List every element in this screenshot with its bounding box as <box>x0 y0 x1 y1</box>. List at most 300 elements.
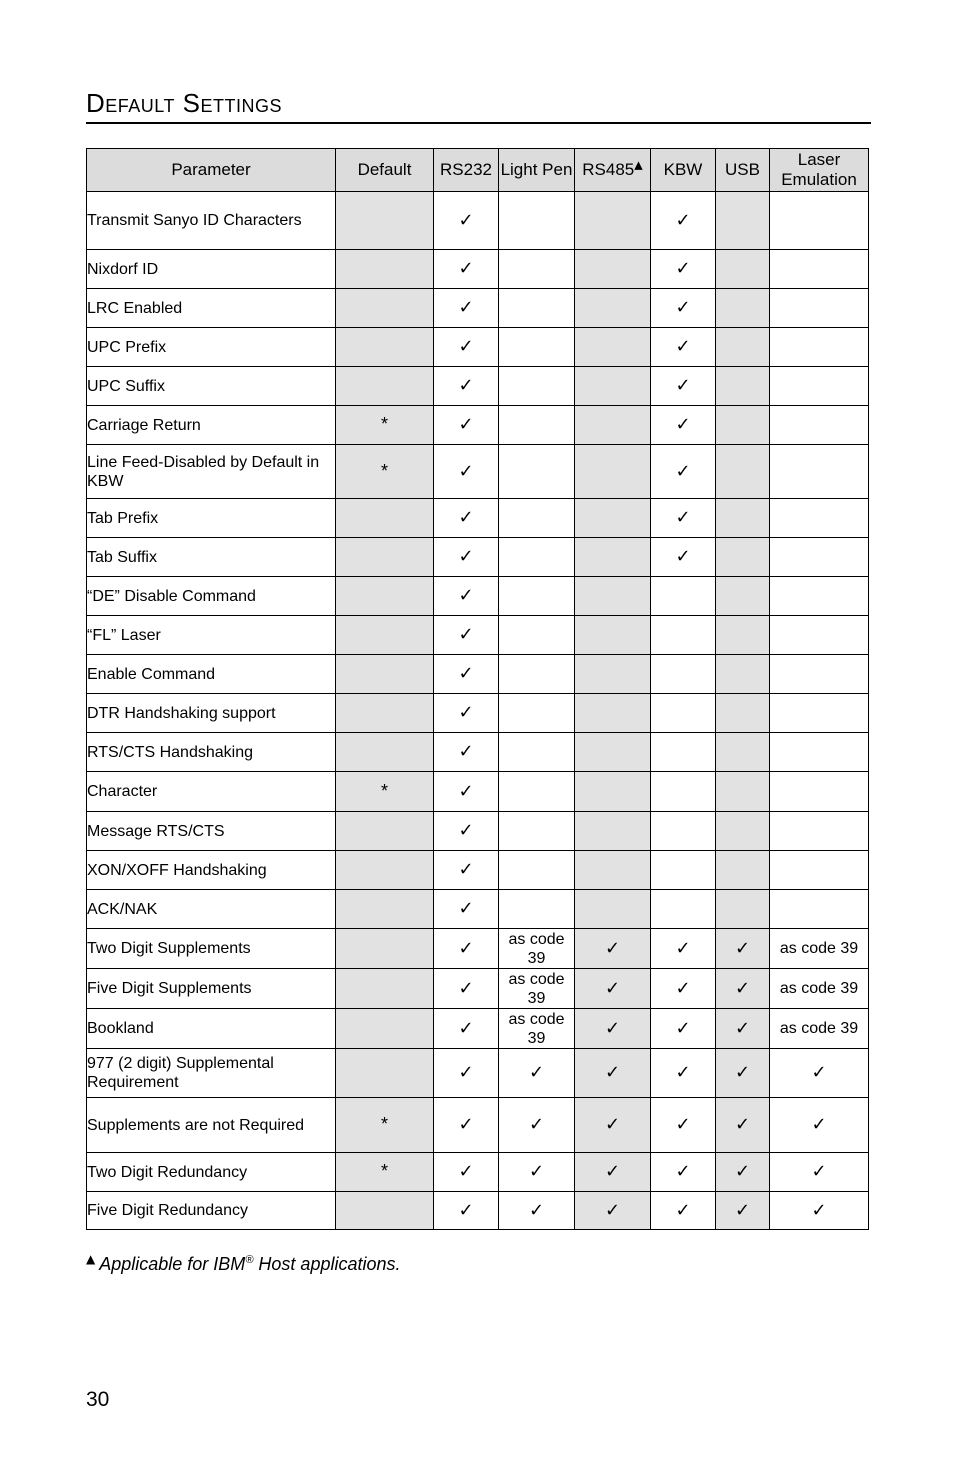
cell-usb <box>716 1153 770 1192</box>
cell-rs485 <box>575 655 651 694</box>
cell-rs232 <box>434 1049 499 1098</box>
cell-kbw <box>651 1098 716 1153</box>
cell-rs485 <box>575 772 651 812</box>
cell-default <box>336 328 434 367</box>
cell-kbw <box>651 616 716 655</box>
cell-light-pen <box>499 289 575 328</box>
check-icon: ✓ <box>675 1062 691 1083</box>
check-icon: ✓ <box>811 1114 827 1135</box>
cell-laser-emulation <box>770 406 869 445</box>
footnote-text-before: Applicable for IBM <box>99 1254 246 1274</box>
cell-rs232 <box>434 851 499 890</box>
default-asterisk: * <box>380 460 388 481</box>
cell-parameter: Five Digit Supplements <box>87 969 336 1009</box>
check-icon: ✓ <box>604 937 621 959</box>
cell-rs485 <box>575 406 651 445</box>
cell-laser-emulation <box>770 577 869 616</box>
cell-kbw <box>651 577 716 616</box>
check-icon: ✓ <box>675 414 691 435</box>
cell-laser-emulation <box>770 616 869 655</box>
check-icon: ✓ <box>604 977 621 999</box>
cell-rs232 <box>434 812 499 851</box>
cell-rs232 <box>434 890 499 929</box>
cell-rs232 <box>434 929 499 969</box>
cell-default <box>336 406 434 445</box>
header-rs485 <box>575 149 651 192</box>
cell-light-pen <box>499 812 575 851</box>
cell-rs485 <box>575 929 651 969</box>
cell-default <box>336 694 434 733</box>
cell-laser-emulation <box>770 328 869 367</box>
check-icon: ✓ <box>458 663 474 684</box>
cell-rs485 <box>575 1049 651 1098</box>
cell-kbw <box>651 812 716 851</box>
cell-rs485 <box>575 1098 651 1153</box>
table-row <box>87 445 869 499</box>
cell-rs232 <box>434 289 499 328</box>
cell-default <box>336 1009 434 1049</box>
cell-light-pen <box>499 772 575 812</box>
check-icon: ✓ <box>458 585 474 606</box>
cell-laser-emulation <box>770 1153 869 1192</box>
cell-usb <box>716 1049 770 1098</box>
cell-light-pen <box>499 1009 575 1049</box>
cell-rs232 <box>434 328 499 367</box>
cell-rs485 <box>575 812 651 851</box>
check-icon: ✓ <box>458 336 474 357</box>
header-rs485-label: RS485 <box>582 160 635 179</box>
cell-rs232 <box>434 577 499 616</box>
cell-usb <box>716 289 770 328</box>
check-icon: ✓ <box>458 624 474 645</box>
cell-kbw <box>651 772 716 812</box>
cell-rs232 <box>434 1009 499 1049</box>
cell-kbw <box>651 499 716 538</box>
check-icon: ✓ <box>458 702 474 723</box>
table-row <box>87 1009 869 1049</box>
check-icon: ✓ <box>604 1062 621 1083</box>
check-icon: ✓ <box>458 937 474 959</box>
table-row <box>87 929 869 969</box>
check-icon: ✓ <box>811 1062 827 1083</box>
title-rule <box>86 122 871 124</box>
cell-note: as code 39 <box>779 980 859 997</box>
cell-parameter: Five Digit Redundancy <box>87 1192 336 1230</box>
table-row <box>87 289 869 328</box>
table-row <box>87 499 869 538</box>
cell-kbw <box>651 929 716 969</box>
cell-kbw <box>651 1049 716 1098</box>
cell-usb <box>716 969 770 1009</box>
cell-parameter: 977 (2 digit) Supplemental Requirement <box>87 1049 336 1098</box>
cell-parameter: ACK/NAK <box>87 890 336 929</box>
cell-light-pen <box>499 1192 575 1230</box>
cell-parameter: LRC Enabled <box>87 289 336 328</box>
cell-light-pen <box>499 1049 575 1098</box>
cell-light-pen <box>499 1153 575 1192</box>
cell-laser-emulation <box>770 772 869 812</box>
cell-rs485 <box>575 192 651 250</box>
check-icon: ✓ <box>528 1114 545 1135</box>
cell-note: as code 39 <box>779 940 859 957</box>
check-icon: ✓ <box>458 1114 474 1135</box>
cell-rs232 <box>434 1098 499 1153</box>
check-icon: ✓ <box>458 898 474 919</box>
table-row <box>87 812 869 851</box>
table-row <box>87 851 869 890</box>
cell-kbw <box>651 851 716 890</box>
cell-rs232 <box>434 367 499 406</box>
cell-rs232 <box>434 655 499 694</box>
cell-rs485 <box>575 616 651 655</box>
check-icon: ✓ <box>458 414 474 435</box>
cell-laser-emulation <box>770 250 869 289</box>
cell-usb <box>716 655 770 694</box>
cell-laser-emulation <box>770 851 869 890</box>
check-icon: ✓ <box>458 1161 474 1182</box>
cell-rs485 <box>575 1192 651 1230</box>
cell-kbw <box>651 538 716 577</box>
table-row <box>87 328 869 367</box>
cell-default <box>336 289 434 328</box>
cell-usb <box>716 733 770 772</box>
cell-laser-emulation <box>770 929 869 969</box>
cell-default <box>336 577 434 616</box>
table-row <box>87 1049 869 1098</box>
cell-laser-emulation <box>770 733 869 772</box>
cell-rs232 <box>434 250 499 289</box>
check-icon: ✓ <box>675 507 691 528</box>
cell-default <box>336 1153 434 1192</box>
cell-parameter: Line Feed-Disabled by Default in KBW <box>87 445 336 499</box>
check-icon: ✓ <box>734 977 751 999</box>
cell-parameter: UPC Suffix <box>87 367 336 406</box>
cell-rs485 <box>575 1009 651 1049</box>
page-title: Default Settings <box>86 88 283 118</box>
default-settings-table <box>86 148 869 1230</box>
cell-parameter: Two Digit Supplements <box>87 929 336 969</box>
triangle-marker-icon: ▲ <box>86 1252 96 1266</box>
cell-kbw <box>651 328 716 367</box>
table-row <box>87 616 869 655</box>
cell-parameter: Enable Command <box>87 655 336 694</box>
cell-kbw <box>651 655 716 694</box>
check-icon: ✓ <box>458 741 474 762</box>
cell-rs485 <box>575 445 651 499</box>
cell-light-pen <box>499 406 575 445</box>
cell-laser-emulation <box>770 367 869 406</box>
header-default: Default <box>336 149 434 192</box>
table-row <box>87 694 869 733</box>
check-icon: ✓ <box>675 1114 691 1135</box>
check-icon: ✓ <box>734 937 751 959</box>
check-icon: ✓ <box>458 1017 474 1039</box>
default-asterisk: * <box>380 414 388 434</box>
table-row <box>87 577 869 616</box>
check-icon: ✓ <box>458 859 474 880</box>
check-icon: ✓ <box>604 1161 621 1182</box>
cell-parameter: DTR Handshaking support <box>87 694 336 733</box>
cell-rs232 <box>434 499 499 538</box>
cell-usb <box>716 499 770 538</box>
cell-note: as code 39 <box>508 930 565 967</box>
table-row <box>87 406 869 445</box>
cell-light-pen <box>499 192 575 250</box>
check-icon: ✓ <box>734 1114 751 1135</box>
check-icon: ✓ <box>528 1199 545 1221</box>
cell-default <box>336 616 434 655</box>
cell-rs232 <box>434 1153 499 1192</box>
check-icon: ✓ <box>734 1062 751 1083</box>
check-icon: ✓ <box>458 977 474 999</box>
cell-rs485 <box>575 250 651 289</box>
cell-light-pen <box>499 328 575 367</box>
cell-rs485 <box>575 328 651 367</box>
cell-default <box>336 772 434 812</box>
cell-rs485 <box>575 969 651 1009</box>
cell-kbw <box>651 289 716 328</box>
header-kbw: KBW <box>651 149 716 192</box>
cell-kbw <box>651 445 716 499</box>
cell-default <box>336 890 434 929</box>
table-row <box>87 1192 869 1230</box>
cell-parameter: RTS/CTS Handshaking <box>87 733 336 772</box>
default-asterisk: * <box>380 780 388 801</box>
table-row <box>87 969 869 1009</box>
cell-light-pen <box>499 616 575 655</box>
triangle-marker-icon: ▲ <box>634 158 643 172</box>
cell-usb <box>716 445 770 499</box>
cell-laser-emulation <box>770 890 869 929</box>
cell-rs485 <box>575 367 651 406</box>
cell-light-pen <box>499 367 575 406</box>
cell-laser-emulation <box>770 655 869 694</box>
table-row <box>87 192 869 250</box>
check-icon: ✓ <box>811 1199 827 1221</box>
cell-default <box>336 445 434 499</box>
table-row <box>87 890 869 929</box>
cell-light-pen <box>499 655 575 694</box>
cell-parameter: Message RTS/CTS <box>87 812 336 851</box>
table-row <box>87 1153 869 1192</box>
cell-rs232 <box>434 616 499 655</box>
cell-light-pen <box>499 851 575 890</box>
cell-rs485 <box>575 694 651 733</box>
cell-usb <box>716 367 770 406</box>
cell-kbw <box>651 1009 716 1049</box>
cell-usb <box>716 406 770 445</box>
check-icon: ✓ <box>675 460 691 482</box>
table-row <box>87 250 869 289</box>
check-icon: ✓ <box>458 546 474 567</box>
check-icon: ✓ <box>675 1017 691 1039</box>
cell-usb <box>716 616 770 655</box>
cell-usb <box>716 929 770 969</box>
cell-usb <box>716 577 770 616</box>
cell-rs485 <box>575 890 651 929</box>
cell-parameter: XON/XOFF Handshaking <box>87 851 336 890</box>
cell-default <box>336 655 434 694</box>
cell-parameter: Transmit Sanyo ID Characters <box>87 192 336 250</box>
check-icon: ✓ <box>458 820 474 841</box>
default-asterisk: * <box>380 1114 388 1134</box>
check-icon: ✓ <box>675 546 691 567</box>
cell-light-pen <box>499 733 575 772</box>
cell-usb <box>716 890 770 929</box>
cell-rs485 <box>575 538 651 577</box>
cell-rs485 <box>575 851 651 890</box>
table-row <box>87 367 869 406</box>
cell-laser-emulation <box>770 1098 869 1153</box>
check-icon: ✓ <box>675 297 691 318</box>
cell-default <box>336 1192 434 1230</box>
cell-laser-emulation <box>770 694 869 733</box>
cell-rs232 <box>434 969 499 1009</box>
check-icon: ✓ <box>458 1199 474 1221</box>
cell-laser-emulation <box>770 812 869 851</box>
header-usb: USB <box>716 149 770 192</box>
cell-default <box>336 250 434 289</box>
check-icon: ✓ <box>458 460 474 482</box>
cell-rs232 <box>434 192 499 250</box>
check-icon: ✓ <box>675 209 691 231</box>
cell-light-pen <box>499 969 575 1009</box>
cell-default <box>336 812 434 851</box>
cell-usb <box>716 1009 770 1049</box>
check-icon: ✓ <box>528 1062 545 1083</box>
cell-rs485 <box>575 733 651 772</box>
cell-parameter: “FL” Laser <box>87 616 336 655</box>
cell-parameter: Character <box>87 772 336 812</box>
cell-rs485 <box>575 289 651 328</box>
check-icon: ✓ <box>675 258 691 279</box>
cell-usb <box>716 1192 770 1230</box>
check-icon: ✓ <box>675 937 691 959</box>
cell-rs232 <box>434 1192 499 1230</box>
cell-light-pen <box>499 1098 575 1153</box>
registered-mark: ® <box>245 1254 254 1266</box>
cell-usb <box>716 694 770 733</box>
cell-light-pen <box>499 499 575 538</box>
cell-rs232 <box>434 406 499 445</box>
cell-kbw <box>651 406 716 445</box>
table-header-row <box>87 149 869 192</box>
cell-rs232 <box>434 733 499 772</box>
cell-parameter: Tab Prefix <box>87 499 336 538</box>
cell-default <box>336 851 434 890</box>
cell-note: as code 39 <box>508 970 565 1007</box>
footnote-text-after: Host applications. <box>253 1254 401 1274</box>
check-icon: ✓ <box>528 1161 545 1182</box>
cell-kbw <box>651 367 716 406</box>
cell-note: as code 39 <box>508 1010 565 1047</box>
cell-laser-emulation <box>770 192 869 250</box>
check-icon: ✓ <box>675 375 691 396</box>
cell-parameter: Tab Suffix <box>87 538 336 577</box>
check-icon: ✓ <box>675 1161 691 1182</box>
cell-parameter: Carriage Return <box>87 406 336 445</box>
check-icon: ✓ <box>734 1161 751 1182</box>
header-parameter: Parameter <box>87 149 336 192</box>
cell-parameter: Supplements are not Required <box>87 1098 336 1153</box>
check-icon: ✓ <box>458 780 474 802</box>
table-row <box>87 655 869 694</box>
cell-parameter: Two Digit Redundancy <box>87 1153 336 1192</box>
cell-usb <box>716 250 770 289</box>
cell-light-pen <box>499 577 575 616</box>
check-icon: ✓ <box>734 1199 751 1221</box>
cell-rs485 <box>575 577 651 616</box>
cell-light-pen <box>499 250 575 289</box>
cell-kbw <box>651 250 716 289</box>
cell-default <box>336 929 434 969</box>
cell-kbw <box>651 1192 716 1230</box>
cell-note: as code 39 <box>779 1020 859 1037</box>
table-row <box>87 772 869 812</box>
footnote <box>86 1254 401 1275</box>
cell-default <box>336 499 434 538</box>
default-asterisk: * <box>380 1161 388 1181</box>
check-icon: ✓ <box>458 507 474 528</box>
check-icon: ✓ <box>458 375 474 396</box>
cell-kbw <box>651 890 716 929</box>
cell-kbw <box>651 192 716 250</box>
header-rs232: RS232 <box>434 149 499 192</box>
table-row <box>87 1098 869 1153</box>
cell-parameter: Nixdorf ID <box>87 250 336 289</box>
cell-parameter: UPC Prefix <box>87 328 336 367</box>
check-icon: ✓ <box>675 977 691 999</box>
cell-rs485 <box>575 1153 651 1192</box>
cell-rs232 <box>434 538 499 577</box>
cell-default <box>336 192 434 250</box>
check-icon: ✓ <box>734 1017 751 1039</box>
cell-laser-emulation <box>770 1009 869 1049</box>
cell-usb <box>716 328 770 367</box>
page-number: 30 <box>86 1388 110 1411</box>
cell-laser-emulation <box>770 1192 869 1230</box>
cell-default <box>336 1049 434 1098</box>
cell-parameter: “DE” Disable Command <box>87 577 336 616</box>
cell-kbw <box>651 694 716 733</box>
check-icon: ✓ <box>811 1161 827 1182</box>
header-laser-emulation: Laser Emulation <box>770 149 869 192</box>
check-icon: ✓ <box>458 258 474 279</box>
cell-usb <box>716 812 770 851</box>
table-body <box>87 192 869 1230</box>
table-row <box>87 538 869 577</box>
check-icon: ✓ <box>458 297 474 318</box>
cell-parameter: Bookland <box>87 1009 336 1049</box>
cell-rs232 <box>434 694 499 733</box>
cell-laser-emulation <box>770 289 869 328</box>
cell-usb <box>716 192 770 250</box>
table-row <box>87 733 869 772</box>
cell-light-pen <box>499 890 575 929</box>
cell-kbw <box>651 1153 716 1192</box>
check-icon: ✓ <box>458 1062 474 1083</box>
cell-usb <box>716 851 770 890</box>
cell-rs232 <box>434 772 499 812</box>
cell-default <box>336 367 434 406</box>
cell-default <box>336 538 434 577</box>
check-icon: ✓ <box>604 1017 621 1039</box>
cell-light-pen <box>499 694 575 733</box>
check-icon: ✓ <box>675 1199 691 1221</box>
cell-laser-emulation <box>770 538 869 577</box>
cell-laser-emulation <box>770 499 869 538</box>
cell-default <box>336 733 434 772</box>
